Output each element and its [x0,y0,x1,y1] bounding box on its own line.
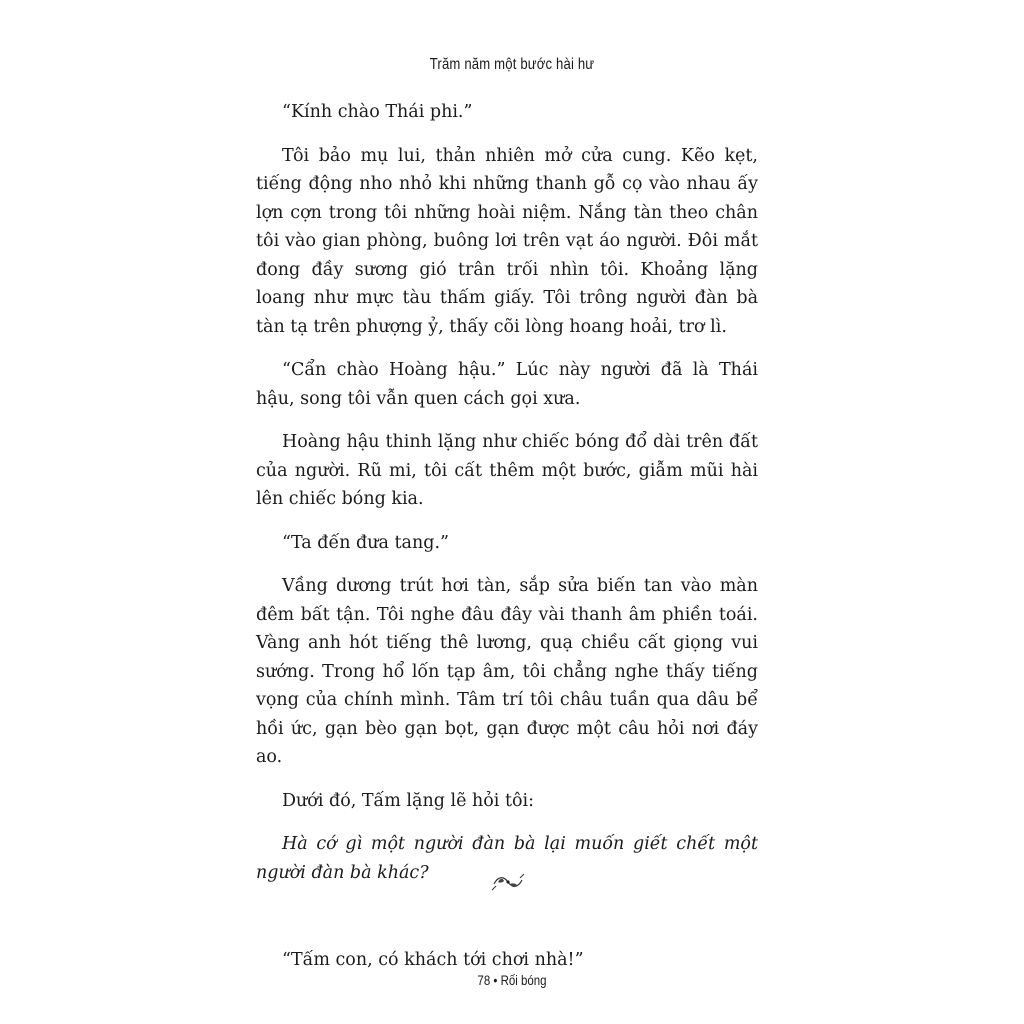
paragraph-greeting-hoang-hau: “Cẩn chào Hoàng hậu.” Lúc này người đã là Thái hậu, song tôi vẫn quen cách gọi xưa. [256,360,758,409]
paragraph-shadow: Hoàng hậu thinh lặng như chiếc bóng đổ dài trên đất của người. Rũ mi, tôi cất thêm một bước, giẫm mũi hài lên chiếc bóng kia. [256,432,758,509]
paragraph-visitor: “Tấm con, có khách tới chơi nhà!” [282,949,584,970]
paragraph-tam-asks: Dưới đó, Tấm lặng lẽ hỏi tôi: [282,790,535,811]
paragraph-question: Hà cớ gì một người đàn bà lại muốn giết chết một người đàn bà khác? [256,834,758,883]
floral-ornament-icon [490,870,526,894]
paragraph-funeral: “Ta đến đưa tang.” [282,532,449,553]
body-text [256,98,758,902]
paragraph-sunset: Vầng dương trút hơi tàn, sắp sửa biến tan vào màn đêm bất tận. Tôi nghe đâu đây vài thanh âm phiền toái. Vàng anh hót tiếng thê lương, quạ chiều cất giọng vui sướng. Trong hổ lốn tạp âm, tôi chẳng nghe thấy tiếng vọng của chính mình. Tâm trí tôi châu tuần qua dâu bể hồi ức, gạn bèo gạn bọt, gạn được một câu hỏi nơi đáy ao. [256,576,758,767]
paragraph-opening-door: Tôi bảo mụ lui, thản nhiên mở cửa cung. Kẽo kẹt, tiếng động nho nhỏ khi những thanh gỗ cọ vào nhau ấy lợn cợn trong tôi những hoài niệm. Nắng tàn theo chân tôi vào gian phòng, buông lơi trên vạt áo người. Đôi mắt đong đầy sương gió trân trối nhìn tôi. Khoảng lặng loang như mực tàu thấm giấy. Tôi trông người đàn bà tàn tạ trên phượng ỷ, thấy cõi lòng hoang hoải, trơ lì. [256,145,758,337]
paragraph-greeting-thai-phi: “Kính chào Thái phi.” [282,102,473,122]
running-title: Trăm năm một bước hài hư [429,56,595,73]
page-folio: 78 • Rối bóng [477,972,547,988]
